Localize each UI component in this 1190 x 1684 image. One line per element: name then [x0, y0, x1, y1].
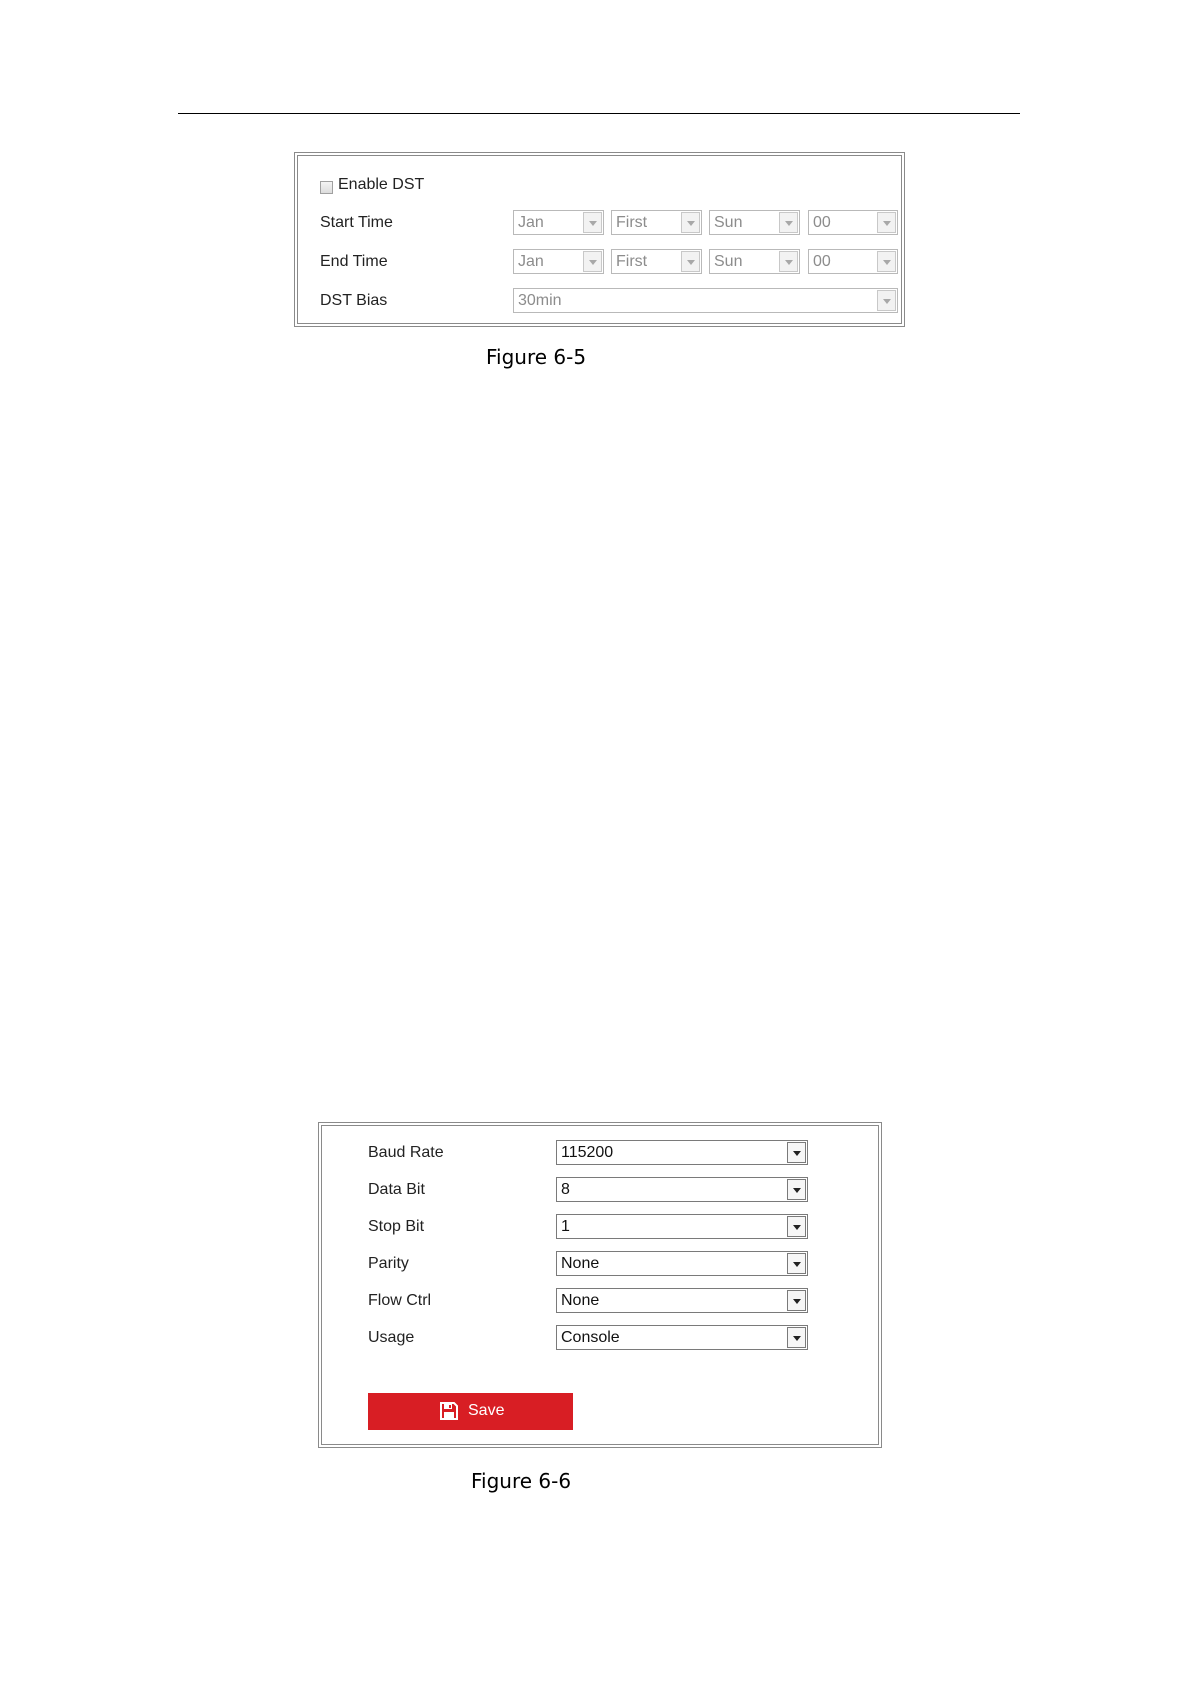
start-month-select[interactable] — [513, 210, 604, 235]
save-button[interactable] — [368, 1393, 573, 1430]
data-bit-value: 8 — [561, 1181, 570, 1198]
end-day-select[interactable] — [709, 249, 800, 274]
field-label: Baud Rate — [368, 1144, 444, 1161]
dst-bias-label: DST Bias — [320, 292, 388, 309]
chevron-down-icon[interactable] — [877, 290, 896, 311]
flow-ctrl-select[interactable] — [556, 1288, 808, 1313]
parity-select[interactable] — [556, 1251, 808, 1276]
field-label: Stop Bit — [368, 1218, 425, 1235]
dst-bias-value: 30min — [518, 292, 562, 309]
chevron-down-icon[interactable] — [787, 1142, 806, 1163]
data-bit-select[interactable] — [556, 1177, 808, 1202]
chevron-down-icon[interactable] — [787, 1179, 806, 1200]
chevron-down-icon[interactable] — [787, 1290, 806, 1311]
start-day-select[interactable] — [709, 210, 800, 235]
end-week-select[interactable] — [611, 249, 702, 274]
floppy-disk-icon — [440, 1402, 458, 1420]
end-month-value: Jan — [518, 253, 544, 270]
end-time-label: End Time — [320, 253, 388, 270]
chevron-down-icon[interactable] — [787, 1253, 806, 1274]
enable-dst-label: Enable DST — [338, 176, 425, 193]
end-week-value: First — [616, 253, 648, 270]
chevron-down-icon[interactable] — [583, 251, 602, 272]
save-button-label: Save — [468, 1402, 505, 1419]
chevron-down-icon[interactable] — [787, 1216, 806, 1237]
start-week-select[interactable] — [611, 210, 702, 235]
start-week-value: First — [616, 214, 648, 231]
start-hour-value: 00 — [813, 214, 831, 231]
start-time-label: Start Time — [320, 214, 393, 231]
chevron-down-icon[interactable] — [779, 251, 798, 272]
end-day-value: Sun — [714, 253, 743, 270]
usage-value: Console — [561, 1329, 620, 1346]
baud-rate-value: 115200 — [561, 1144, 614, 1161]
figure-6-5-caption: Figure 6-5 — [486, 345, 587, 369]
end-hour-select[interactable] — [808, 249, 898, 274]
chevron-down-icon[interactable] — [779, 212, 798, 233]
usage-select[interactable] — [556, 1325, 808, 1350]
stop-bit-select[interactable] — [556, 1214, 808, 1239]
end-month-select[interactable] — [513, 249, 604, 274]
serial-settings-panel — [318, 1122, 882, 1448]
chevron-down-icon[interactable] — [681, 251, 700, 272]
field-label: Usage — [368, 1329, 415, 1346]
dst-bias-select[interactable] — [513, 288, 898, 313]
enable-dst-checkbox[interactable] — [320, 181, 333, 194]
figure-6-6-caption: Figure 6-6 — [471, 1469, 572, 1493]
chevron-down-icon[interactable] — [681, 212, 700, 233]
field-label: Flow Ctrl — [368, 1292, 432, 1309]
chevron-down-icon[interactable] — [877, 251, 896, 272]
chevron-down-icon[interactable] — [787, 1327, 806, 1348]
start-day-value: Sun — [714, 214, 743, 231]
chevron-down-icon[interactable] — [583, 212, 602, 233]
stop-bit-value: 1 — [561, 1218, 570, 1235]
start-hour-select[interactable] — [808, 210, 898, 235]
baud-rate-select[interactable] — [556, 1140, 808, 1165]
field-label: Data Bit — [368, 1181, 425, 1198]
start-month-value: Jan — [518, 214, 544, 231]
end-hour-value: 00 — [813, 253, 831, 270]
parity-value: None — [561, 1255, 600, 1272]
chevron-down-icon[interactable] — [877, 212, 896, 233]
dst-settings-panel — [294, 152, 905, 327]
header-rule — [178, 113, 1020, 114]
field-label: Parity — [368, 1255, 409, 1272]
flow-ctrl-value: None — [561, 1292, 600, 1309]
